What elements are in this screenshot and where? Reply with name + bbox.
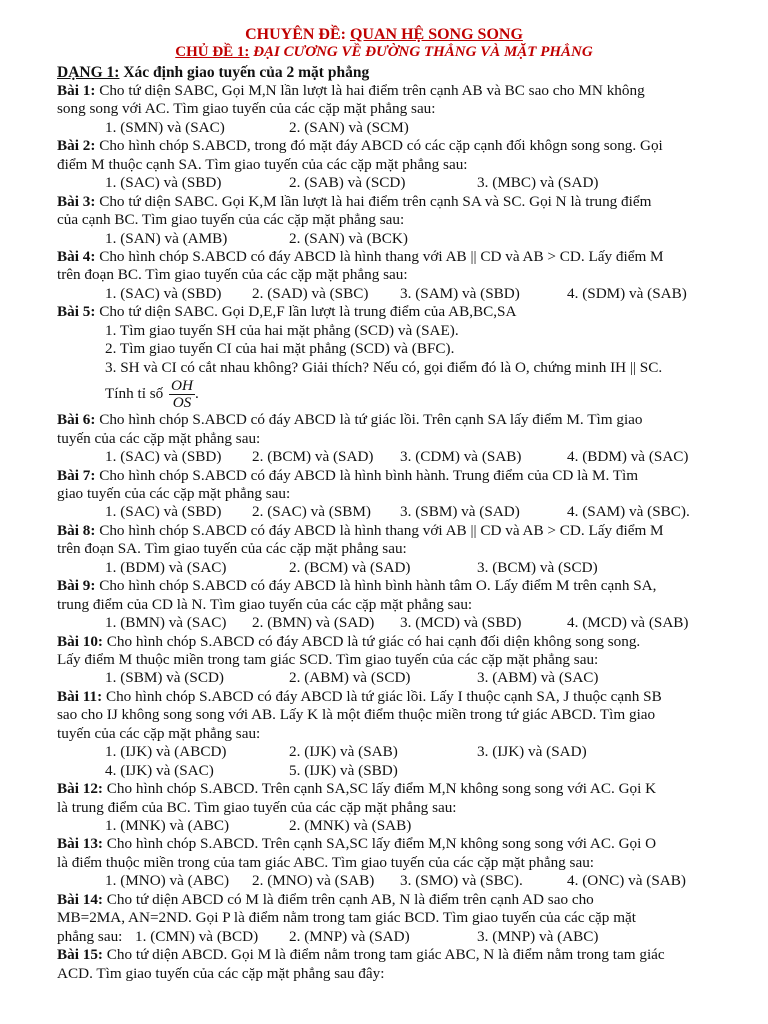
item: 3. (BCM) và (SCD): [477, 558, 598, 576]
problem-label: Bài 6:: [57, 411, 96, 429]
statement-line: của cạnh BC. Tìm giao tuyến của các cặp mặt phẳng sau:: [57, 211, 405, 229]
item: 4. (MCD) và (SAB): [567, 614, 689, 632]
item: 1. (MNO) và (ABC): [105, 872, 230, 890]
statement-line: Cho hình chóp S.ABCD có đáy ABCD là hình bình hành tâm O. Lấy điểm M trên cạnh SA,: [99, 577, 657, 595]
problem-statement: [57, 780, 737, 798]
numbered-item: 3. SH và CI có cắt nhau không? Giải thích? Nếu có, gọi điểm đó là O, chứng minh IH || SC.: [105, 358, 663, 376]
item-row: [57, 503, 737, 521]
ratio-denominator: OS: [172, 394, 192, 412]
item: 1. (BMN) và (SAC): [105, 614, 227, 632]
problem-statement-cont: [57, 706, 737, 724]
item-row: [57, 817, 737, 835]
problem-statement: [57, 137, 737, 155]
statement-line: Cho hình chóp S.ABCD có đáy ABCD là hình thang với AB || CD và AB > CD. Lấy điểm M: [99, 248, 664, 266]
title-text: QUAN HỆ SONG SONG: [349, 26, 523, 43]
statement-line: Cho hình chóp S.ABCD. Trên cạnh SA,SC lấy điểm M,N không song song với AC. Gọi O: [106, 835, 657, 853]
ratio-numerator: OH: [171, 377, 193, 395]
item: 3. (ABM) và (SAC): [477, 669, 599, 687]
statement-line: Cho hình chóp S.ABCD có đáy ABCD là hình thang với AB || CD và AB > CD. Lấy điểm M: [99, 521, 664, 539]
item-row: [57, 928, 737, 946]
item: 1. (SMN) và (SAC): [105, 118, 225, 136]
subtitle-lead: CHỦ ĐỀ 1:: [175, 44, 250, 60]
item: 3. (MNP) và (ABC): [477, 927, 599, 945]
item: 2. (SAN) và (BCK): [289, 229, 408, 247]
item-row: [57, 174, 737, 192]
problem-label: Bài 4:: [57, 248, 96, 266]
problem-statement-cont: [57, 854, 737, 872]
subtitle-text: ĐẠI CƯƠNG VỀ ĐƯỜNG THẲNG VÀ MẶT PHẲNG: [253, 44, 593, 60]
numbered-item: 2. Tìm giao tuyến CI của hai mặt phẳng (SCD) và (BFC).: [105, 340, 455, 358]
statement-line: ACD. Tìm giao tuyến của các cặp mặt phẳng sau đây:: [57, 964, 385, 982]
problem-label: Bài 8:: [57, 521, 96, 539]
item: 2. (SAD) và (SBC): [252, 284, 369, 302]
item-row: [57, 230, 737, 248]
item: 3. (MBC) và (SAD): [477, 174, 599, 192]
statement-line: trên đoạn BC. Tìm giao tuyến của các cặp mặt phẳng sau:: [57, 266, 408, 284]
problem: [57, 248, 737, 303]
problem-statement: [57, 522, 737, 540]
statement-line: Cho tứ diện SABC. Gọi D,E,F lần lượt là trung điểm của AB,BC,SA: [99, 303, 517, 321]
item: 1. (SBM) và (SCD): [105, 669, 224, 687]
statement-line: Cho tứ diện ABCD. Gọi M là điểm nằm trong tam giác ABC, N là điểm nằm trong tam giác: [106, 946, 665, 964]
statement-line: trên đoạn SA. Tìm giao tuyến của các cặp mặt phẳng sau:: [57, 540, 407, 558]
item: 4. (BDM) và (SAC): [567, 448, 689, 466]
title-prefix: CHUYÊN ĐỀ:: [245, 26, 346, 43]
statement-line: tuyến của các cặp mặt phẳng sau:: [57, 724, 261, 742]
statement-line: là điểm thuộc miền trong của tam giác ABC. Tìm giao tuyến của các cặp mặt phẳng sau:: [57, 853, 595, 871]
problem: [57, 467, 737, 522]
item: 1. (SAC) và (SBD): [105, 284, 222, 302]
item-row: [57, 285, 737, 303]
document-subtitle: [0, 44, 768, 61]
problem-label: Bài 9:: [57, 577, 96, 595]
problem-statement-cont: [57, 799, 737, 817]
problem-label: Bài 2:: [57, 137, 96, 155]
statement-line: Cho hình chóp S.ABCD có đáy ABCD là tứ giác có hai cạnh đối diện không song song.: [106, 632, 641, 650]
problem-statement-cont: [57, 430, 737, 448]
statement-line: trung điểm của CD là N. Tìm giao tuyến của các cặp mặt phẳng sau:: [57, 595, 473, 613]
problem-label: Bài 15:: [57, 946, 103, 964]
problem-statement: [57, 946, 737, 964]
problem-statement: [57, 688, 737, 706]
problem: [57, 193, 737, 248]
problem: [57, 137, 737, 192]
problem-label: Bài 14:: [57, 890, 103, 908]
problem: [57, 891, 737, 946]
ratio-end: .: [194, 385, 199, 403]
document-title: [0, 26, 768, 44]
item-row: [57, 743, 737, 761]
problem-label: Bài 3:: [57, 192, 96, 210]
statement-line: sao cho IJ không song song với AB. Lấy K là một điểm thuộc miền trong tứ giác ABCD. Tìm giao: [57, 706, 656, 724]
section-text: Xác định giao tuyến của 2 mặt phẳng: [123, 64, 370, 81]
problem-label: Bài 12:: [57, 780, 103, 798]
problem: [57, 82, 737, 137]
problem-label: Bài 5:: [57, 303, 96, 321]
statement-line: Cho hình chóp S.ABCD có đáy ABCD là tứ giác lồi. Lấy I thuộc cạnh SA, J thuộc cạnh SB: [105, 687, 662, 705]
problem-statement-cont: [57, 596, 737, 614]
problem-label: Bài 7:: [57, 466, 96, 484]
item: 4. (SAM) và (SBC).: [567, 503, 690, 521]
statement-line: Lấy điểm M thuộc miền trong tam giác SCD. Tìm giao tuyến của các cặp mặt phẳng sau:: [57, 651, 599, 669]
item: 2. (SAN) và (SCM): [289, 118, 409, 136]
statement-line: song song với AC. Tìm giao tuyến của các cặp mặt phẳng sau:: [57, 100, 436, 118]
statement-line: MB=2MA, AN=2ND. Gọi P là điểm nằm trong tam giác BCD. Tìm giao tuyến của các cặp mặt: [57, 909, 636, 927]
statement-line: Cho hình chóp S.ABCD. Trên cạnh SA,SC lấy điểm M,N không song song với AC. Gọi K: [106, 780, 657, 798]
item: 1. (SAC) và (SBD): [105, 448, 222, 466]
item: 2. (MNK) và (SAB): [289, 817, 412, 835]
item: 2. (SAC) và (SBM): [252, 503, 371, 521]
problem: [57, 780, 737, 835]
item: 4. (SDM) và (SAB): [567, 284, 687, 302]
statement-line: tuyến của các cặp mặt phẳng sau:: [57, 429, 261, 447]
item: 1. (IJK) và (ABCD): [105, 743, 227, 761]
problem-statement: [57, 633, 737, 651]
statement-line: Cho tứ diện SABC, Gọi M,N lần lượt là hai điểm trên cạnh AB và BC sao cho MN không: [99, 82, 645, 99]
item: 2. (MNP) và (SAD): [289, 927, 410, 945]
problem: [57, 577, 737, 632]
problem-statement: [57, 82, 737, 100]
problem-label: Bài 11:: [57, 687, 103, 705]
statement-line: Cho hình chóp S.ABCD có đáy ABCD là hình bình hành. Trung điểm của CD là M. Tìm: [99, 466, 639, 484]
problem-statement: [57, 193, 737, 211]
item-row: [57, 872, 737, 890]
ratio-text: Tính tỉ số: [105, 385, 164, 403]
problem-label: Bài 1:: [57, 82, 96, 99]
item: 1. (SAN) và (AMB): [105, 229, 228, 247]
problem-statement: [57, 467, 737, 485]
problem-label: Bài 10:: [57, 632, 103, 650]
item: 4. (IJK) và (SAC): [105, 761, 214, 779]
item: 2. (BCM) và (SAD): [252, 448, 374, 466]
problem-statement-cont: [57, 100, 737, 118]
problem-statement-cont: [57, 485, 737, 503]
statement-line: giao tuyến của các cặp mặt phẳng sau:: [57, 484, 291, 502]
problem-statement-cont: [57, 211, 737, 229]
statement-line: điểm M thuộc cạnh SA. Tìm giao tuyến của các cặp mặt phẳng sau:: [57, 155, 468, 173]
section-label: DẠNG 1:: [57, 64, 120, 81]
problem: [57, 522, 737, 577]
item-row: [57, 448, 737, 466]
item-row: [57, 669, 737, 687]
ratio-fraction: [169, 378, 195, 411]
item: 3. (MCD) và (SBD): [400, 614, 522, 632]
item: 2. (MNO) và (SAB): [252, 872, 375, 890]
problem-statement-cont: [57, 651, 737, 669]
item-row: [57, 614, 737, 632]
problem: [57, 411, 737, 466]
item: 1. (SAC) và (SBD): [105, 174, 222, 192]
numbered-item: 1. Tìm giao tuyến SH của hai mặt phẳng (SCD) và (SAE).: [105, 321, 459, 339]
item: 1. (SAC) và (SBD): [105, 503, 222, 521]
problem: [57, 946, 737, 983]
item: 3. (IJK) và (SAD): [477, 743, 587, 761]
problem-statement-cont: [57, 965, 737, 983]
item: 2. (BMN) và (SAD): [252, 614, 375, 632]
problem-statement: [57, 891, 737, 909]
problem: [57, 633, 737, 688]
problem-statement-cont: [57, 909, 737, 927]
statement-line: là trung điểm của BC. Tìm giao tuyến của các cặp mặt phẳng sau:: [57, 798, 457, 816]
problem: [57, 835, 737, 890]
item: 2. (BCM) và (SAD): [289, 558, 411, 576]
problem-statement: [57, 577, 737, 595]
item: 5. (IJK) và (SBD): [289, 761, 398, 779]
item-row: [57, 762, 737, 780]
problem-list: [57, 82, 737, 983]
item: 1. (CMN) và (BCD): [135, 927, 259, 945]
section-heading: [57, 64, 369, 82]
ratio-line: [57, 377, 737, 411]
problem-label: Bài 13:: [57, 835, 103, 853]
item: 2. (ABM) và (SCD): [289, 669, 411, 687]
item-row: [57, 119, 737, 137]
item: 2. (IJK) và (SAB): [289, 743, 398, 761]
problem-statement-cont: [57, 725, 737, 743]
item: 1. (BDM) và (SAC): [105, 558, 227, 576]
statement-line: phẳng sau:: [57, 927, 123, 945]
problem: [57, 688, 737, 780]
item-row: [57, 559, 737, 577]
problem: [57, 303, 737, 411]
statement-line: Cho tứ diện SABC. Gọi K,M lần lượt là hai điểm trên cạnh SA và SC. Gọi N là trung điểm: [99, 192, 652, 210]
problem-statement-cont: [57, 266, 737, 284]
item: 3. (SBM) và (SAD): [400, 503, 520, 521]
item: 4. (ONC) và (SAB): [567, 872, 686, 890]
item: 3. (CDM) và (SAB): [400, 448, 522, 466]
statement-line: Cho hình chóp S.ABCD có đáy ABCD là tứ giác lồi. Trên cạnh SA lấy điểm M. Tìm giao: [99, 411, 643, 429]
item: 1. (MNK) và (ABC): [105, 817, 230, 835]
problem-statement: [57, 835, 737, 853]
problem-statement: [57, 248, 737, 266]
problem-statement-cont: [57, 540, 737, 558]
item: 2. (SAB) và (SCD): [289, 174, 406, 192]
problem-statement-cont: [57, 156, 737, 174]
problem-statement: [57, 411, 737, 429]
item: 3. (SMO) và (SBC).: [400, 872, 523, 890]
statement-line: Cho tứ diện ABCD có M là điểm trên cạnh AB, N là điểm trên cạnh AD sao cho: [106, 890, 594, 908]
problem-statement: [57, 303, 737, 321]
statement-line: Cho hình chóp S.ABCD, trong đó mặt đáy ABCD có các cặp cạnh đối khôgn song song. Gọi: [99, 137, 663, 155]
item: 3. (SAM) và (SBD): [400, 284, 520, 302]
